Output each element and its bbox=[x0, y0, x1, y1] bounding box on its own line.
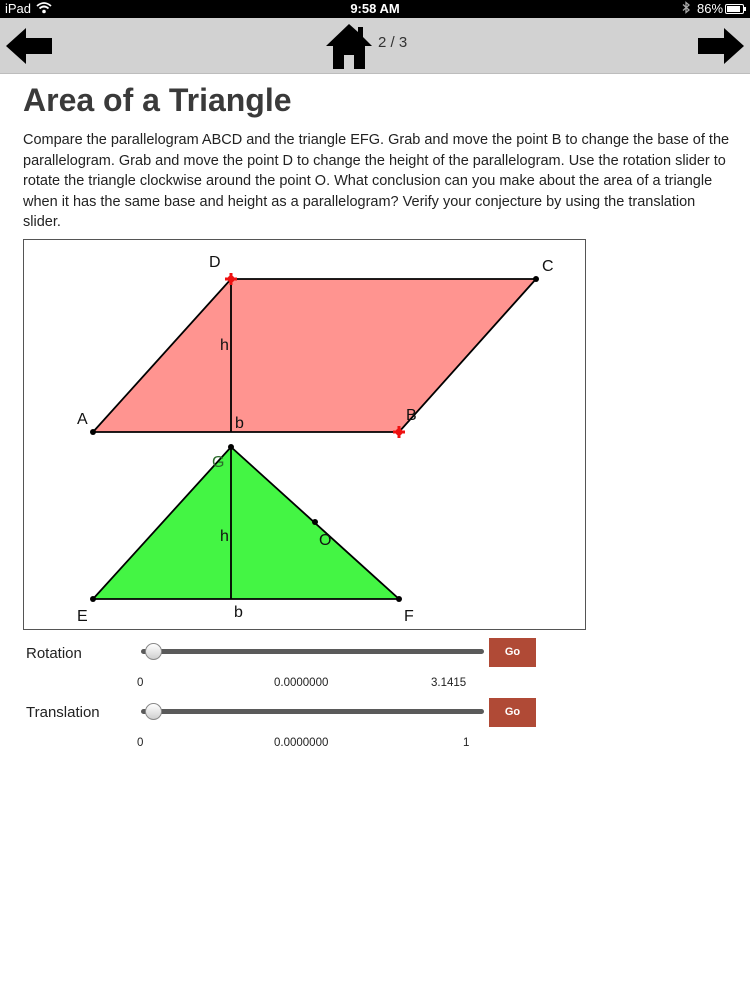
rotation-value-label: 0.0000000 bbox=[274, 677, 329, 689]
label-g: G bbox=[212, 454, 225, 471]
status-bar bbox=[0, 0, 750, 18]
point-g bbox=[228, 444, 234, 450]
page-title: Area of a Triangle bbox=[23, 82, 292, 118]
label-h-triangle: h bbox=[220, 528, 229, 545]
translation-slider-thumb[interactable] bbox=[145, 703, 162, 720]
point-f bbox=[396, 596, 402, 602]
label-a: A bbox=[77, 411, 88, 428]
translation-max-label: 1 bbox=[463, 737, 470, 749]
label-b-triangle: b bbox=[234, 604, 243, 621]
label-c: C bbox=[542, 258, 554, 275]
label-d: D bbox=[209, 254, 221, 271]
battery-percentage: 86% bbox=[697, 1, 724, 16]
back-arrow-icon[interactable] bbox=[4, 26, 54, 66]
rotation-max-label: 3.1415 bbox=[431, 677, 467, 689]
battery-level bbox=[727, 6, 740, 12]
instructions-text: Compare the parallelogram ABCD and the triangle EFG. Grab and move the point B to change the base of the parallelogram. Grab and move the point D to change the height of the parallelogram. Use the rotation slider to rotate the triangle clockwise around the point O. What conclusion can you make about the area of a triangle when it has the same base and height as a parallelogram? Verify your conjecture by using the translation slider. bbox=[23, 132, 730, 230]
rotation-label: Rotation bbox=[26, 645, 82, 662]
translation-go-button[interactable]: Go bbox=[489, 698, 536, 727]
rotation-go-button[interactable]: Go bbox=[489, 638, 536, 667]
translation-min-label: 0 bbox=[137, 737, 144, 749]
translation-label: Translation bbox=[26, 704, 100, 721]
rotation-min-label: 0 bbox=[137, 677, 144, 689]
rotation-slider-track[interactable] bbox=[141, 649, 484, 654]
label-h-parallelogram: h bbox=[220, 337, 229, 354]
point-c bbox=[533, 276, 539, 282]
point-a bbox=[90, 429, 96, 435]
point-o[interactable] bbox=[312, 519, 318, 525]
home-icon[interactable] bbox=[324, 22, 374, 70]
translation-slider-track[interactable] bbox=[141, 709, 484, 714]
label-b-parallelogram: b bbox=[235, 415, 244, 432]
point-e bbox=[90, 596, 96, 602]
carrier-label: iPad bbox=[5, 1, 32, 16]
clock: 9:58 AM bbox=[350, 1, 400, 16]
parallelogram-abcd bbox=[93, 279, 536, 432]
label-b: B bbox=[406, 407, 417, 424]
forward-arrow-icon[interactable] bbox=[696, 26, 746, 66]
nav-bar bbox=[0, 18, 750, 74]
triangle-efg bbox=[93, 447, 399, 599]
bluetooth-icon bbox=[681, 1, 691, 17]
page-indicator: 2 / 3 bbox=[378, 34, 408, 51]
label-f: F bbox=[404, 608, 414, 625]
geometry-canvas[interactable] bbox=[23, 239, 586, 630]
rotation-slider-thumb[interactable] bbox=[145, 643, 162, 660]
translation-value-label: 0.0000000 bbox=[274, 737, 329, 749]
label-o: O bbox=[319, 532, 332, 549]
label-e: E bbox=[77, 608, 88, 625]
battery-icon bbox=[725, 4, 744, 14]
